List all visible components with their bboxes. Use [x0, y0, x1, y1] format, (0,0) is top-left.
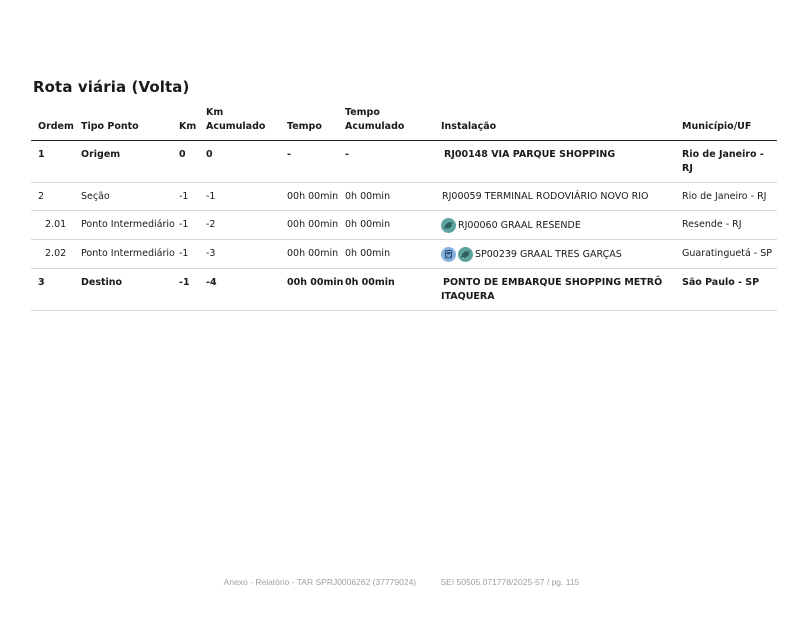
cell-municipio: Rio de Janeiro - RJ: [682, 141, 777, 183]
table-row: [31, 240, 777, 269]
table-row: [31, 211, 777, 240]
cell-ordem: 2.01: [31, 211, 81, 240]
cell-tempo-acumulado: -: [345, 141, 441, 183]
cell-tipo: Origem: [81, 141, 179, 183]
cell-tempo-acumulado: 0h 00min: [345, 183, 441, 211]
instalacao-text: PONTO DE EMBARQUE SHOPPING METRÔ ITAQUERA: [441, 277, 663, 302]
footer-sei-page: SEI 50505.071778/2025-57 / pg. 115: [440, 577, 580, 587]
cell-km-acumulado: -2: [206, 211, 287, 240]
header-municipio: Município/UF: [682, 106, 777, 141]
page-title: Rota viária (Volta): [33, 78, 190, 96]
cell-ordem: 3: [31, 269, 81, 311]
cell-tempo-acumulado: 0h 00min: [345, 269, 441, 311]
cell-instalacao: [441, 141, 682, 183]
cell-km-acumulado: 0: [206, 141, 287, 183]
cell-km: 0: [179, 141, 206, 183]
header-tempo-acumulado-line1: Tempo: [345, 107, 380, 118]
cell-municipio: Resende - RJ: [682, 211, 777, 240]
cell-ordem: 2: [31, 183, 81, 211]
route-table: [31, 106, 777, 311]
footer-document-ref: Anexo - Relatório - TAR SPRJ0006262 (37779024): [223, 577, 417, 587]
page-footer: [0, 577, 803, 587]
header-tipo-ponto: Tipo Ponto: [81, 106, 179, 141]
cell-km-acumulado: -4: [206, 269, 287, 311]
cell-tempo: 00h 00min: [287, 240, 345, 269]
cell-km: -1: [179, 211, 206, 240]
instalacao-text: SP00239 GRAAL TRES GARÇAS: [475, 248, 622, 260]
cell-tipo: Ponto Intermediário: [81, 211, 179, 240]
cell-km: -1: [179, 183, 206, 211]
cell-km-acumulado: -1: [206, 183, 287, 211]
table-row: [31, 183, 777, 211]
cell-ordem: 1: [31, 141, 81, 183]
cell-tempo: 00h 00min: [287, 269, 345, 311]
table-row: [31, 269, 777, 311]
cell-tempo: -: [287, 141, 345, 183]
instalacao-text: RJ00059 TERMINAL RODOVIÁRIO NOVO RIO: [442, 191, 649, 202]
cell-tipo: Destino: [81, 269, 179, 311]
cell-tempo-acumulado: 0h 00min: [345, 240, 441, 269]
table-header-row: [31, 106, 777, 141]
header-instalacao: Instalação: [441, 106, 682, 141]
header-tempo: Tempo: [287, 106, 345, 141]
instalacao-text: RJ00060 GRAAL RESENDE: [458, 219, 581, 231]
bus-icon: [441, 247, 456, 262]
fuel-pump-icon: [458, 247, 473, 262]
cell-km: -1: [179, 240, 206, 269]
header-tempo-acumulado: [345, 106, 441, 141]
cell-instalacao: [441, 211, 682, 240]
cell-instalacao: [441, 240, 682, 269]
header-ordem: Ordem: [31, 106, 81, 141]
header-km-acumulado-line2: Acumulado: [206, 121, 266, 132]
header-tempo-acumulado-line2: Acumulado: [345, 121, 405, 132]
cell-tempo: 00h 00min: [287, 211, 345, 240]
cell-ordem: 2.02: [31, 240, 81, 269]
table-row: [31, 141, 777, 183]
header-km-acumulado: [206, 106, 287, 141]
instalacao-text: RJ00148 VIA PARQUE SHOPPING: [444, 149, 616, 160]
cell-instalacao: [441, 183, 682, 211]
header-km: Km: [179, 106, 206, 141]
fuel-pump-icon: [441, 218, 456, 233]
cell-km: -1: [179, 269, 206, 311]
cell-municipio: Guaratinguetá - SP: [682, 240, 777, 269]
cell-municipio: São Paulo - SP: [682, 269, 777, 311]
cell-instalacao: [441, 269, 682, 311]
cell-tipo: Ponto Intermediário: [81, 240, 179, 269]
cell-tempo: 00h 00min: [287, 183, 345, 211]
cell-tempo-acumulado: 0h 00min: [345, 211, 441, 240]
cell-municipio: Rio de Janeiro - RJ: [682, 183, 777, 211]
header-km-acumulado-line1: Km: [206, 107, 224, 118]
cell-tipo: Seção: [81, 183, 179, 211]
cell-km-acumulado: -3: [206, 240, 287, 269]
